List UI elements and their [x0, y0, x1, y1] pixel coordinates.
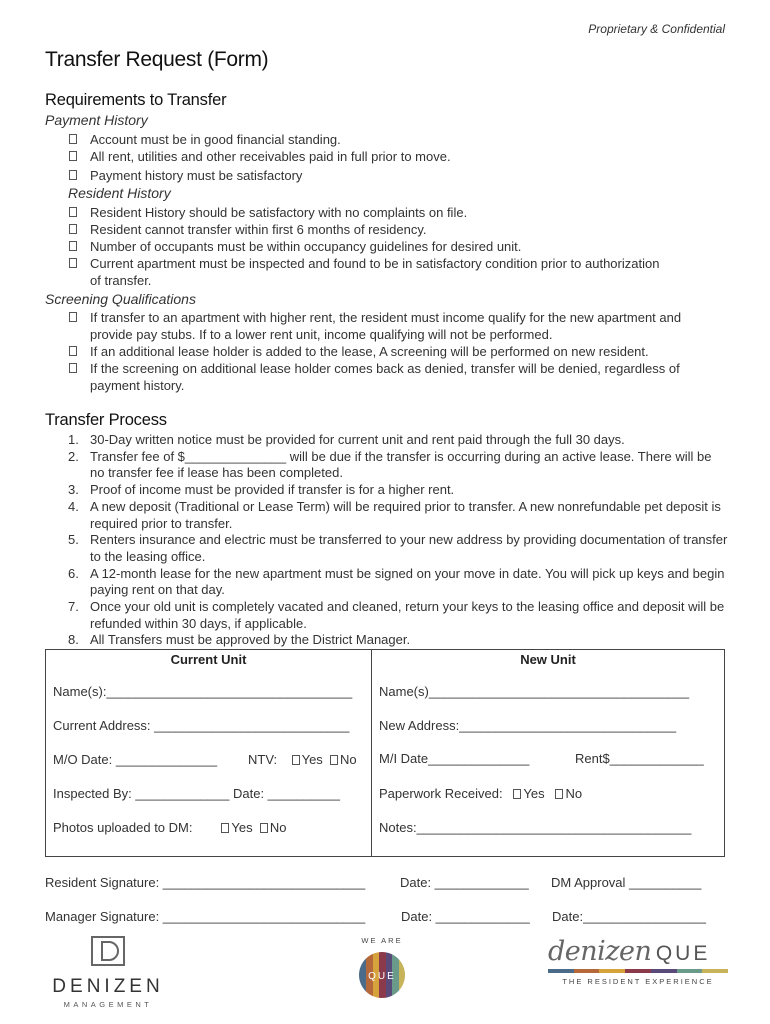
new-names-field[interactable]: Name(s)____________________________________ — [379, 684, 690, 699]
new-unit-heading: New Unit — [520, 652, 576, 667]
checkbox-icon — [69, 258, 77, 268]
checkbox-icon — [69, 134, 77, 144]
paperwork-label: Paperwork Received: — [379, 786, 503, 801]
resident-signature-field[interactable]: Resident Signature: ____________________________ — [45, 875, 366, 890]
resident-history-heading: Resident History — [68, 185, 171, 201]
ntv-no-label: No — [340, 752, 357, 767]
color-bar-segment — [574, 969, 600, 973]
payment-history-heading: Payment History — [45, 112, 148, 128]
manager-date-field[interactable]: Date: _____________ — [401, 909, 530, 924]
paperwork-yes-checkbox[interactable] — [513, 789, 521, 799]
color-bar-segment — [702, 969, 728, 973]
notes-field[interactable]: Notes:______________________________________ — [379, 820, 692, 835]
ntv-yes-label: Yes — [301, 752, 323, 767]
rent-field[interactable]: Rent$_____________ — [575, 751, 704, 766]
checkbox-icon — [69, 224, 77, 234]
confidential-label: Proprietary & Confidential — [588, 22, 725, 36]
list-item: 6. A 12-month lease for the new apartment must be signed on your move in date. You will pick up keys and begin paying rent on that day. — [68, 565, 725, 598]
screening-list — [68, 309, 728, 394]
manager-signature-field[interactable]: Manager Signature: ____________________________ — [45, 909, 366, 924]
checkbox-icon — [69, 312, 77, 322]
ntv-group — [248, 752, 357, 767]
transfer-process-title: Transfer Process — [45, 411, 167, 429]
photos-no-checkbox[interactable] — [260, 823, 268, 833]
screening-heading: Screening Qualifications — [45, 291, 196, 307]
mo-date-field[interactable]: M/O Date: ______________ — [53, 752, 218, 767]
que-circle-text: QUE — [368, 971, 396, 982]
checkbox-icon — [69, 151, 77, 161]
dm-approval-field[interactable]: DM Approval __________ — [551, 875, 702, 890]
photos-group — [53, 820, 286, 835]
current-unit-heading: Current Unit — [170, 652, 247, 667]
ntv-no-checkbox[interactable] — [330, 755, 338, 765]
list-item: Resident History should be satisfactory with no complaints on file. — [68, 204, 728, 221]
checkbox-icon — [69, 363, 77, 373]
resident-history-list — [68, 204, 728, 289]
color-bar-segment — [548, 969, 574, 973]
paperwork-no-label: No — [565, 786, 583, 801]
payment-history-list — [68, 131, 728, 184]
list-item: Resident cannot transfer within first 6 months of residency. — [68, 221, 728, 238]
list-item: 7. Once your old unit is completely vacated and cleaned, return your keys to the leasing office and deposit will be refunded within 30 days, if applicable. — [68, 599, 725, 631]
management-label: MANAGEMENT — [63, 1000, 153, 1009]
list-item: 1. 30-Day written notice must be provided for current unit and rent paid through the full 30 days. — [68, 432, 625, 447]
transfer-process-list — [68, 432, 728, 649]
checkbox-icon — [69, 346, 77, 356]
list-item: 8. All Transfers must be approved by the District Manager. — [68, 632, 411, 648]
mi-date-field[interactable]: M/I Date______________ — [379, 751, 530, 766]
resident-experience-tagline: THE RESIDENT EXPERIENCE — [562, 977, 714, 986]
photos-no-label: No — [269, 820, 287, 835]
checkbox-icon — [69, 170, 77, 180]
denizen-que-logo — [548, 936, 728, 1006]
paperwork-group — [379, 786, 582, 801]
color-bar-segment — [677, 969, 703, 973]
current-address-field[interactable]: Current Address: ___________________________ — [53, 718, 350, 733]
list-item: 4. A new deposit (Traditional or Lease Term) will be required prior to transfer. A new nonrefundable pet deposit is required prior to transfer. — [68, 498, 721, 531]
paperwork-no-checkbox[interactable] — [555, 789, 563, 799]
photos-label: Photos uploaded to DM: — [53, 820, 193, 835]
list-item: If an additional lease holder is added to the lease, A screening will be performed on new resident. — [68, 343, 728, 360]
color-bar-segment — [599, 969, 625, 973]
list-item: 5. Renters insurance and electric must be transferred to your new address by providing documentation of transfer to the leasing office. — [68, 532, 728, 564]
new-address-field[interactable]: New Address:______________________________ — [379, 718, 677, 733]
denizen-management-logo — [44, 936, 172, 1009]
color-bar — [548, 969, 728, 973]
ntv-label: NTV: — [248, 752, 278, 767]
denizen-mark-icon — [91, 936, 125, 966]
we-are-label: WE ARE — [361, 936, 403, 945]
list-item: 3. Proof of income must be provided if transfer is for a higher rent. — [68, 482, 455, 498]
que-circle-icon — [356, 945, 408, 1001]
we-are-que-logo — [356, 936, 408, 1006]
denizen-script-text: denizen — [548, 936, 652, 967]
color-bar-segment — [651, 969, 677, 973]
que-wordmark: QUE — [655, 942, 711, 965]
list-item: Payment history must be satisfactory — [68, 167, 728, 184]
resident-date-field[interactable]: Date: _____________ — [400, 875, 529, 890]
ntv-yes-checkbox[interactable] — [292, 755, 300, 765]
list-item: Account must be in good financial standing. — [68, 131, 728, 148]
page-title: Transfer Request (Form) — [45, 48, 269, 71]
list-item: All rent, utilities and other receivables paid in full prior to move. — [68, 148, 728, 165]
column-divider — [371, 650, 372, 856]
list-item: Number of occupants must be within occupancy guidelines for desired unit. — [68, 238, 728, 255]
inspected-by-field[interactable]: Inspected By: _____________ Date: __________ — [53, 786, 340, 801]
current-names-field[interactable]: Name(s):__________________________________ — [53, 684, 353, 699]
photos-yes-label: Yes — [231, 820, 253, 835]
list-item: 2. Transfer fee of $______________ will be due if the transfer is occurring during an active lease. There will be no transfer fee if lease has been completed. — [68, 448, 712, 481]
dm-date-field[interactable]: Date:_________________ — [552, 909, 706, 924]
list-item: If transfer to an apartment with higher rent, the resident must income qualify for the new apartment and provide pay stubs. If to a lower rent unit, income qualifying will not be performed. — [68, 309, 728, 343]
photos-yes-checkbox[interactable] — [221, 823, 229, 833]
paperwork-yes-label: Yes — [523, 786, 545, 801]
list-item: If the screening on additional lease holder comes back as denied, transfer will be denied, regardless of payment history. — [68, 360, 728, 394]
transfer-form-table — [45, 649, 725, 857]
list-item: Current apartment must be inspected and found to be in satisfactory condition prior to authorization of transfer. — [68, 255, 728, 289]
checkbox-icon — [69, 207, 77, 217]
color-bar-segment — [625, 969, 651, 973]
checkbox-icon — [69, 241, 77, 251]
denizen-wordmark: DENIZEN — [52, 976, 164, 997]
requirements-title: Requirements to Transfer — [45, 91, 227, 109]
